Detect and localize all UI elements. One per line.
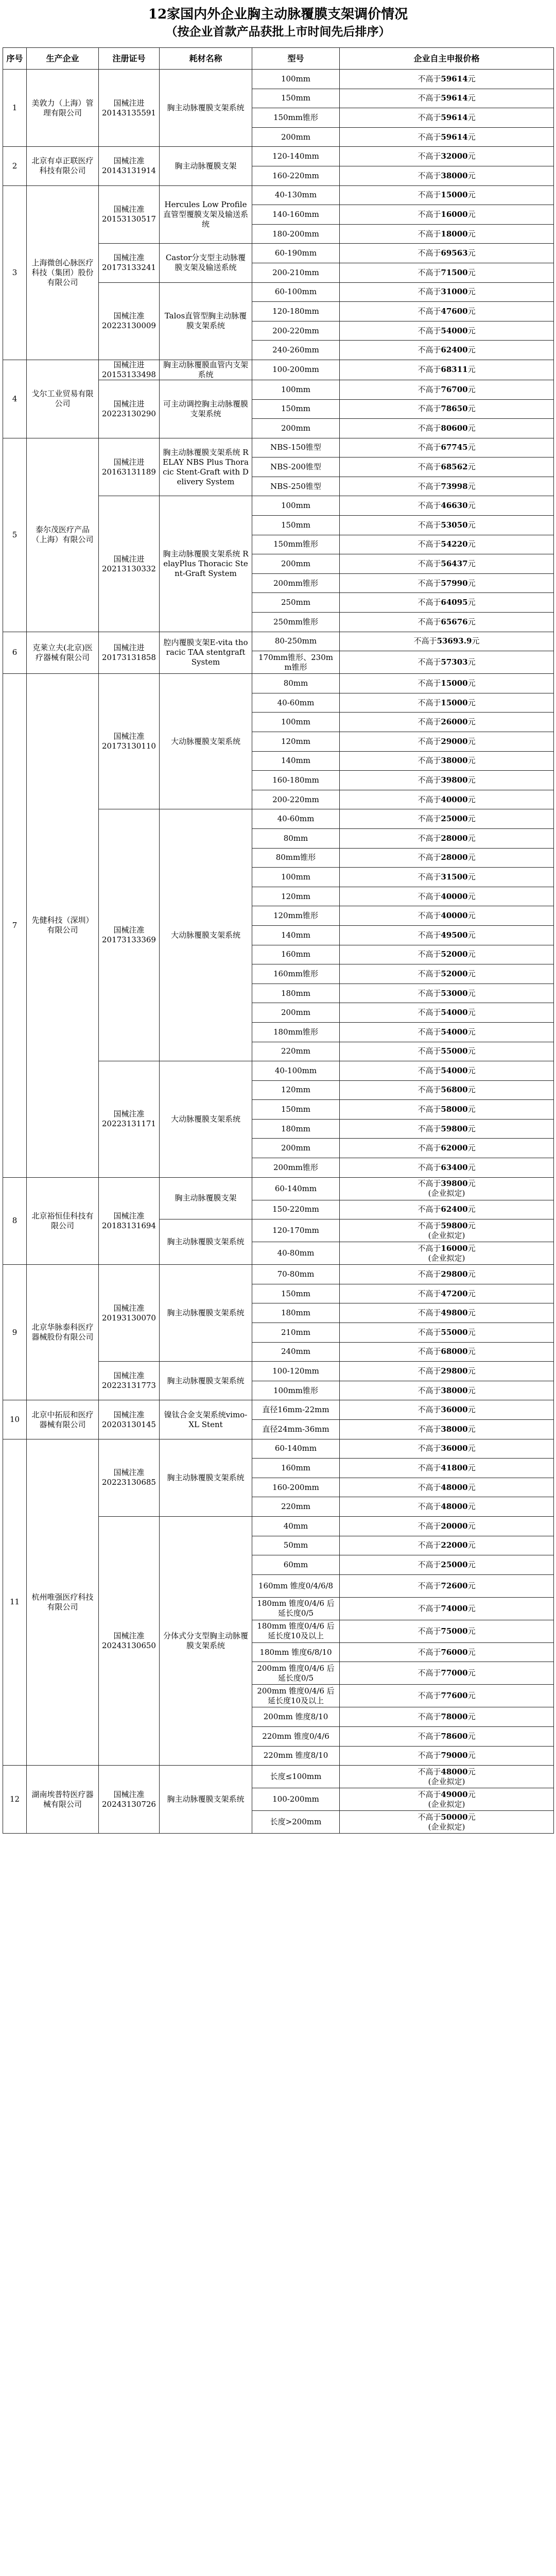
- price-cap: 不高于52000元: [340, 945, 554, 964]
- material-name: Hercules Low Profile直管型覆膜支架及输送系统: [160, 185, 252, 244]
- model-spec: 180mm 锥度6/8/10: [252, 1642, 340, 1662]
- model-spec: 170mm锥形、230mm锥形: [252, 651, 340, 674]
- model-spec: 150mm锥形: [252, 108, 340, 128]
- table-row: [3, 1265, 554, 1284]
- price-cap: 不高于18000元: [340, 224, 554, 244]
- price-cap: 不高于77600元: [340, 1685, 554, 1707]
- model-spec: 140-160mm: [252, 205, 340, 225]
- material-name: 大动脉覆膜支架系统: [160, 809, 252, 1061]
- price-cap: 不高于59800元: [340, 1119, 554, 1139]
- registration-number: 国械注准 20223130009: [99, 282, 160, 360]
- price-cap: 不高于64095元: [340, 593, 554, 613]
- model-spec: 200mm锥形: [252, 573, 340, 593]
- header-registration: 注册证号: [99, 48, 160, 70]
- company-name: 先健科技（深圳）有限公司: [27, 674, 99, 1177]
- price-cap: 不高于48000元: [340, 1497, 554, 1517]
- registration-number: 国械注进 20223130290: [99, 380, 160, 438]
- price-cap: 不高于20000元: [340, 1516, 554, 1536]
- price-cap: 不高于65676元: [340, 613, 554, 632]
- row-index: 11: [3, 1439, 27, 1766]
- price-cap: 不高于41800元: [340, 1459, 554, 1478]
- price-cap: 不高于54220元: [340, 535, 554, 554]
- price-cap: 不高于16000元 (企业拟定): [340, 1242, 554, 1265]
- model-spec: 220mm: [252, 1042, 340, 1061]
- company-name: 戈尔工业贸易有限公司: [27, 360, 99, 438]
- header-index: 序号: [3, 48, 27, 70]
- registration-number: 国械注准 20173133241: [99, 244, 160, 282]
- model-spec: 100mm: [252, 868, 340, 887]
- company-name: 杭州唯强医疗科技有限公司: [27, 1439, 99, 1766]
- price-cap: 不高于15000元: [340, 693, 554, 713]
- registration-number: 国械注准 20243130650: [99, 1516, 160, 1765]
- price-cap: 不高于58000元: [340, 1100, 554, 1120]
- model-spec: 220mm: [252, 1497, 340, 1517]
- model-spec: 120-140mm: [252, 147, 340, 166]
- row-index: 2: [3, 147, 27, 185]
- price-cap: 不高于38000元: [340, 1420, 554, 1439]
- price-cap: 不高于22000元: [340, 1536, 554, 1555]
- price-cap: 不高于49000元 (企业拟定): [340, 1788, 554, 1811]
- price-cap: 不高于31500元: [340, 868, 554, 887]
- price-cap: 不高于38000元: [340, 1381, 554, 1400]
- material-name: 胸主动脉覆膜支架系统: [160, 1439, 252, 1516]
- price-cap: 不高于15000元: [340, 185, 554, 205]
- model-spec: 40mm: [252, 1516, 340, 1536]
- price-cap: 不高于52000元: [340, 964, 554, 984]
- company-name: 北京有卓正联医疗科技有限公司: [27, 147, 99, 185]
- row-index: 4: [3, 360, 27, 438]
- registration-number: 国械注准 20223131171: [99, 1061, 160, 1178]
- registration-number: 国械注准 20223131773: [99, 1362, 160, 1400]
- material-name: 分体式分支型胸主动脉覆膜支架系统: [160, 1516, 252, 1765]
- price-cap: 不高于47600元: [340, 302, 554, 321]
- model-spec: 160-180mm: [252, 771, 340, 790]
- price-cap: 不高于73998元: [340, 477, 554, 496]
- table-body: [3, 70, 554, 1834]
- price-cap: 不高于78650元: [340, 399, 554, 419]
- registration-number: 国械注准 20153130517: [99, 185, 160, 244]
- registration-number: 国械注准 20173133369: [99, 809, 160, 1061]
- model-spec: 200-220mm: [252, 321, 340, 341]
- title-block: [0, 0, 556, 45]
- price-cap: 不高于31000元: [340, 282, 554, 302]
- registration-number: 国械注准 20203130145: [99, 1400, 160, 1439]
- model-spec: 180mm 锥度0/4/6 后延长度10及以上: [252, 1620, 340, 1642]
- model-spec: NBS-200锥型: [252, 457, 340, 477]
- price-cap: 不高于67745元: [340, 438, 554, 457]
- model-spec: 160mm: [252, 1459, 340, 1478]
- price-cap: 不高于15000元: [340, 674, 554, 693]
- model-spec: 直径24mm-36mm: [252, 1420, 340, 1439]
- model-spec: 100mm: [252, 380, 340, 399]
- model-spec: 50mm: [252, 1536, 340, 1555]
- price-cap: 不高于47200元: [340, 1284, 554, 1303]
- price-cap: 不高于71500元: [340, 263, 554, 282]
- model-spec: 200mm 锥度0/4/6 后延长度0/5: [252, 1662, 340, 1685]
- company-name: 北京裕恒佳科技有限公司: [27, 1177, 99, 1265]
- material-name: 大动脉覆膜支架系统: [160, 1061, 252, 1178]
- price-cap: 不高于62400元: [340, 341, 554, 360]
- price-cap: 不高于25000元: [340, 1555, 554, 1575]
- model-spec: 120mm: [252, 887, 340, 906]
- header-model: 型号: [252, 48, 340, 70]
- material-name: 胸主动脉覆膜支架系统: [160, 1766, 252, 1834]
- company-name: 北京中拓辰和医疗器械有限公司: [27, 1400, 99, 1439]
- model-spec: 140mm: [252, 925, 340, 945]
- registration-number: 国械注准 20223130685: [99, 1439, 160, 1516]
- model-spec: 180mm: [252, 1303, 340, 1323]
- model-spec: 240mm: [252, 1342, 340, 1362]
- price-cap: 不高于79000元: [340, 1746, 554, 1766]
- price-cap: 不高于39800元 (企业拟定): [340, 1177, 554, 1200]
- model-spec: NBS-150锥型: [252, 438, 340, 457]
- model-spec: 60-190mm: [252, 244, 340, 263]
- price-cap: 不高于72600元: [340, 1574, 554, 1597]
- model-spec: NBS-250锥型: [252, 477, 340, 496]
- model-spec: 200mm锥形: [252, 1158, 340, 1178]
- model-spec: 160mm锥形: [252, 964, 340, 984]
- model-spec: 140mm: [252, 751, 340, 771]
- material-name: 胸主动脉覆膜支架系统 RelayPlus Thoracic Stent-Graft System: [160, 496, 252, 632]
- registration-number: 国械注进 20163131189: [99, 438, 160, 496]
- price-cap: 不高于59614元: [340, 108, 554, 128]
- price-cap: 不高于62000元: [340, 1139, 554, 1158]
- header-material: 耗材名称: [160, 48, 252, 70]
- model-spec: 240-260mm: [252, 341, 340, 360]
- model-spec: 200mm: [252, 127, 340, 147]
- price-cap: 不高于28000元: [340, 828, 554, 848]
- model-spec: 150mm: [252, 1100, 340, 1120]
- price-cap: 不高于53050元: [340, 516, 554, 535]
- price-cap: 不高于48000元 (企业拟定): [340, 1766, 554, 1788]
- model-spec: 180mm锥形: [252, 1022, 340, 1042]
- model-spec: 70-80mm: [252, 1265, 340, 1284]
- table-row: [3, 674, 554, 693]
- model-spec: 220mm 锥度0/4/6: [252, 1726, 340, 1746]
- price-cap: 不高于40000元: [340, 887, 554, 906]
- model-spec: 160-200mm: [252, 1478, 340, 1497]
- company-name: 泰尔茂医疗产品（上海）有限公司: [27, 438, 99, 632]
- model-spec: 200-220mm: [252, 790, 340, 809]
- registration-number: 国械注进 20213130332: [99, 496, 160, 632]
- price-cap: 不高于68000元: [340, 1342, 554, 1362]
- price-cap: 不高于62400元: [340, 1200, 554, 1219]
- page-title: 12家国内外企业胸主动脉覆膜支架调价情况: [148, 7, 408, 22]
- model-spec: 100-120mm: [252, 1362, 340, 1381]
- table-row: [3, 1177, 554, 1200]
- model-spec: 80mm锥形: [252, 848, 340, 868]
- model-spec: 40-60mm: [252, 809, 340, 829]
- price-cap: 不高于26000元: [340, 713, 554, 732]
- model-spec: 200mm 锥度0/4/6 后延长度10及以上: [252, 1685, 340, 1707]
- row-index: 9: [3, 1265, 27, 1400]
- model-spec: 160-220mm: [252, 166, 340, 185]
- price-cap: 不高于49800元: [340, 1303, 554, 1323]
- price-cap: 不高于53693.9元: [340, 632, 554, 651]
- material-name: 胸主动脉覆膜支架系统: [160, 1265, 252, 1362]
- price-table: [3, 47, 554, 1834]
- price-cap: 不高于59614元: [340, 127, 554, 147]
- model-spec: 150mm: [252, 89, 340, 108]
- model-spec: 40-130mm: [252, 185, 340, 205]
- model-spec: 40-80mm: [252, 1242, 340, 1265]
- material-name: Talos直管型胸主动脉覆膜支架系统: [160, 282, 252, 360]
- company-name: 上海微创心脉医疗科技（集团）股份有限公司: [27, 185, 99, 360]
- model-spec: 250mm锥形: [252, 613, 340, 632]
- price-cap: 不高于46630元: [340, 496, 554, 516]
- model-spec: 100mm: [252, 713, 340, 732]
- company-name: 美敦力（上海）管理有限公司: [27, 70, 99, 147]
- model-spec: 长度>200mm: [252, 1811, 340, 1834]
- price-cap: 不高于59800元 (企业拟定): [340, 1219, 554, 1242]
- header-row: [3, 48, 554, 70]
- model-spec: 150mm锥形: [252, 535, 340, 554]
- model-spec: 250mm: [252, 593, 340, 613]
- material-name: 胸主动脉覆膜支架: [160, 147, 252, 185]
- price-cap: 不高于56437元: [340, 554, 554, 574]
- price-cap: 不高于54000元: [340, 1022, 554, 1042]
- model-spec: 长度≤100mm: [252, 1766, 340, 1788]
- price-cap: 不高于53000元: [340, 984, 554, 1003]
- material-name: 大动脉覆膜支架系统: [160, 674, 252, 809]
- model-spec: 200mm: [252, 419, 340, 438]
- price-cap: 不高于56800元: [340, 1080, 554, 1100]
- row-index: 10: [3, 1400, 27, 1439]
- registration-number: 国械注进 20173131858: [99, 632, 160, 674]
- material-name: 镍钛合金支架系统vimo-XL Stent: [160, 1400, 252, 1439]
- price-cap: 不高于16000元: [340, 205, 554, 225]
- price-cap: 不高于63400元: [340, 1158, 554, 1178]
- model-spec: 100mm锥形: [252, 1381, 340, 1400]
- price-cap: 不高于54000元: [340, 1061, 554, 1081]
- model-spec: 180mm: [252, 1119, 340, 1139]
- model-spec: 180mm: [252, 984, 340, 1003]
- model-spec: 100mm: [252, 496, 340, 516]
- model-spec: 220mm 锥度8/10: [252, 1746, 340, 1766]
- model-spec: 100mm: [252, 70, 340, 89]
- model-spec: 180mm 锥度0/4/6 后延长度0/5: [252, 1597, 340, 1620]
- header-price: 企业自主申报价格: [340, 48, 554, 70]
- price-cap: 不高于77000元: [340, 1662, 554, 1685]
- price-cap: 不高于78600元: [340, 1726, 554, 1746]
- price-cap: 不高于80600元: [340, 419, 554, 438]
- price-cap: 不高于55000元: [340, 1042, 554, 1061]
- price-cap: 不高于29000元: [340, 732, 554, 752]
- price-cap: 不高于57303元: [340, 651, 554, 674]
- model-spec: 200mm: [252, 1139, 340, 1158]
- price-cap: 不高于39800元: [340, 771, 554, 790]
- model-spec: 80-250mm: [252, 632, 340, 651]
- model-spec: 160mm 锥度0/4/6/8: [252, 1574, 340, 1597]
- material-name: 胸主动脉覆膜支架系统: [160, 1219, 252, 1265]
- price-cap: 不高于69563元: [340, 244, 554, 263]
- model-spec: 80mm: [252, 674, 340, 693]
- table-row: [3, 70, 554, 89]
- registration-number: 国械注进 20143135591: [99, 70, 160, 147]
- model-spec: 100-200mm: [252, 360, 340, 380]
- price-cap: 不高于36000元: [340, 1439, 554, 1459]
- row-index: 3: [3, 185, 27, 360]
- model-spec: 160mm: [252, 945, 340, 964]
- price-cap: 不高于40000元: [340, 790, 554, 809]
- material-name: 胸主动脉覆膜支架系统 RELAY NBS Plus Thoracic Stent-Graft with Delivery System: [160, 438, 252, 496]
- price-cap: 不高于32000元: [340, 147, 554, 166]
- model-spec: 200-210mm: [252, 263, 340, 282]
- price-cap: 不高于40000元: [340, 906, 554, 926]
- registration-number: 国械注准 20173130110: [99, 674, 160, 809]
- model-spec: 200mm 锥度8/10: [252, 1707, 340, 1727]
- price-cap: 不高于38000元: [340, 751, 554, 771]
- model-spec: 40-60mm: [252, 693, 340, 713]
- company-name: 湖南埃普特医疗器械有限公司: [27, 1766, 99, 1834]
- model-spec: 150mm: [252, 1284, 340, 1303]
- price-cap: 不高于55000元: [340, 1323, 554, 1343]
- material-name: 胸主动脉覆膜支架: [160, 1177, 252, 1219]
- row-index: 7: [3, 674, 27, 1177]
- price-cap: 不高于50000元 (企业拟定): [340, 1811, 554, 1834]
- material-name: 胸主动脉覆膜血管内支架系统: [160, 360, 252, 380]
- model-spec: 40-100mm: [252, 1061, 340, 1081]
- price-cap: 不高于68562元: [340, 457, 554, 477]
- price-cap: 不高于74000元: [340, 1597, 554, 1620]
- model-spec: 直径16mm-22mm: [252, 1400, 340, 1420]
- table-row: [3, 147, 554, 166]
- table-row: [3, 185, 554, 205]
- model-spec: 80mm: [252, 828, 340, 848]
- row-index: 5: [3, 438, 27, 632]
- price-cap: 不高于38000元: [340, 166, 554, 185]
- model-spec: 150mm: [252, 516, 340, 535]
- price-cap: 不高于29800元: [340, 1362, 554, 1381]
- price-cap: 不高于36000元: [340, 1400, 554, 1420]
- registration-number: 国械注准 20183131694: [99, 1177, 160, 1265]
- model-spec: 200mm: [252, 554, 340, 574]
- row-index: 1: [3, 70, 27, 147]
- model-spec: 120mm锥形: [252, 906, 340, 926]
- model-spec: 100-200mm: [252, 1788, 340, 1811]
- model-spec: 60-140mm: [252, 1439, 340, 1459]
- page-subtitle: （按企业首款产品获批上市时间先后排序）: [165, 25, 391, 39]
- price-cap: 不高于25000元: [340, 809, 554, 829]
- material-name: 胸主动脉覆膜支架系统: [160, 70, 252, 147]
- price-cap: 不高于68311元: [340, 360, 554, 380]
- price-cap: 不高于48000元: [340, 1478, 554, 1497]
- row-index: 12: [3, 1766, 27, 1834]
- table-row: [3, 1439, 554, 1459]
- price-cap: 不高于54000元: [340, 321, 554, 341]
- model-spec: 210mm: [252, 1323, 340, 1343]
- table-row: [3, 438, 554, 457]
- model-spec: 60mm: [252, 1555, 340, 1575]
- price-cap: 不高于76000元: [340, 1642, 554, 1662]
- model-spec: 120-170mm: [252, 1219, 340, 1242]
- material-name: Castor分支型主动脉覆膜支架及输送系统: [160, 244, 252, 282]
- model-spec: 120-180mm: [252, 302, 340, 321]
- material-name: 胸主动脉覆膜支架系统: [160, 1362, 252, 1400]
- row-index: 6: [3, 632, 27, 674]
- header-company: 生产企业: [27, 48, 99, 70]
- registration-number: 国械注准 20193130070: [99, 1265, 160, 1362]
- registration-number: 国械注进 20153133498: [99, 360, 160, 380]
- model-spec: 150mm: [252, 399, 340, 419]
- registration-number: 国械注准 20243130726: [99, 1766, 160, 1834]
- price-cap: 不高于59614元: [340, 89, 554, 108]
- model-spec: 180-200mm: [252, 224, 340, 244]
- registration-number: 国械注准 20143131914: [99, 147, 160, 185]
- material-name: 腔内覆膜支架E-vita thoracic TAA stentgraft System: [160, 632, 252, 674]
- model-spec: 60-140mm: [252, 1177, 340, 1200]
- company-name: 克莱立夫(北京)医疗器械有限公司: [27, 632, 99, 674]
- price-cap: 不高于49500元: [340, 925, 554, 945]
- model-spec: 150-220mm: [252, 1200, 340, 1219]
- price-cap: 不高于76700元: [340, 380, 554, 399]
- price-cap: 不高于78000元: [340, 1707, 554, 1727]
- table-row: [3, 632, 554, 651]
- company-name: 北京华脉泰科医疗器械股份有限公司: [27, 1265, 99, 1400]
- model-spec: 120mm: [252, 1080, 340, 1100]
- row-index: 8: [3, 1177, 27, 1265]
- price-cap: 不高于54000元: [340, 1003, 554, 1023]
- model-spec: 60-100mm: [252, 282, 340, 302]
- price-cap: 不高于29800元: [340, 1265, 554, 1284]
- price-cap: 不高于57990元: [340, 573, 554, 593]
- table-row: [3, 1766, 554, 1788]
- model-spec: 120mm: [252, 732, 340, 752]
- table-row: [3, 360, 554, 380]
- price-cap: 不高于28000元: [340, 848, 554, 868]
- price-cap: 不高于59614元: [340, 70, 554, 89]
- material-name: 可主动调控胸主动脉覆膜支架系统: [160, 380, 252, 438]
- price-cap: 不高于75000元: [340, 1620, 554, 1642]
- table-row: [3, 1400, 554, 1420]
- model-spec: 200mm: [252, 1003, 340, 1023]
